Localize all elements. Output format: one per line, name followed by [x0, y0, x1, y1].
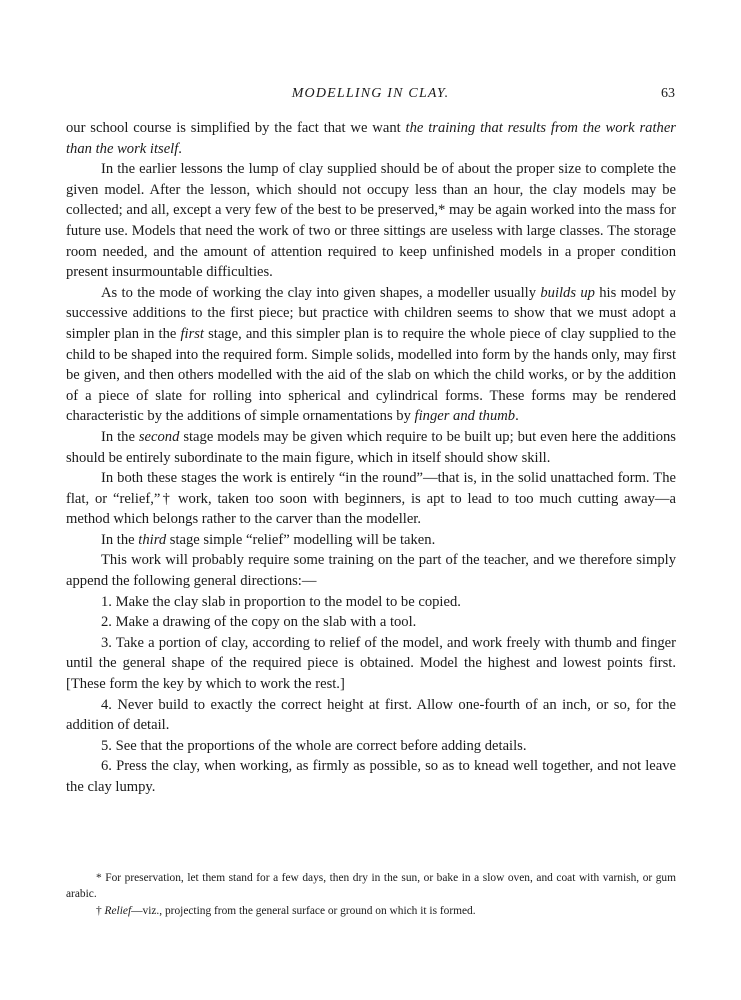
- paragraph-4-text-a: In the: [101, 428, 139, 445]
- footnote-relief-dagger: †: [96, 904, 105, 917]
- direction-item-3: 3. Take a portion of clay, according to relief of the model, and work freely with thumb and finger until the general shape of the required piece is obtained. Model the highest and lowest points first. [These form the key by which to work the rest.]: [66, 634, 676, 693]
- footnote-relief: [66, 903, 676, 919]
- paragraph-3-text-g: .: [515, 408, 519, 425]
- paragraph-3-emphasis-first: first: [180, 325, 204, 342]
- paragraph-4-text-c: stage models may be given which require to be built up; but even here the additions should be entirely subordinate to the main figure, which in itself should show skill.: [66, 428, 676, 466]
- paragraph-6-emphasis-third: third: [138, 531, 167, 548]
- direction-item-6: 6. Press the clay, when working, as firmly as possible, so as to knead well together, and not leave the clay lumpy.: [66, 758, 676, 795]
- paragraph-3-text-a: As to the mode of working the clay into given shapes, a modeller usually: [101, 284, 541, 301]
- direction-item-4: 4. Never build to exactly the correct height at first. Allow one-fourth of an inch, or so, for the addition of detail.: [66, 696, 676, 734]
- footnotes: [66, 870, 676, 919]
- paragraph-3-text-c: his model by successive additions to the first piece; but practice with children seems to show that we must adopt a simpler plan in the: [66, 284, 676, 342]
- paragraph-6-text-c: stage simple “relief” modelling will be taken.: [166, 531, 436, 548]
- direction-item-5: 5. See that the proportions of the whole are correct before adding details.: [101, 737, 527, 754]
- body-text: [66, 118, 676, 798]
- paragraph-3: [66, 283, 676, 427]
- paragraph-4-emphasis-second: second: [138, 428, 180, 445]
- paragraph-7: This work will probably require some training on the part of the teacher, and we therefore simply append the following general directions:—: [66, 552, 676, 590]
- paragraph-4: [66, 427, 676, 468]
- footnote-relief-text: —viz., projecting from the general surface or ground on which it is formed.: [131, 904, 476, 917]
- running-title: MODELLING IN CLAY.: [291, 86, 450, 101]
- direction-item-1: 1. Make the clay slab in proportion to the model to be copied.: [101, 593, 461, 610]
- paragraph-6-text-a: In the: [101, 531, 139, 548]
- paragraph-5: In both these stages the work is entirely “in the round”—that is, in the solid unattached form. The flat, or “relief,”† work, taken too soon with beginners, is apt to lead to too much cutting away—a method which belongs rather to the carver than the modeller.: [66, 470, 676, 528]
- page-header: [66, 86, 675, 106]
- paragraph-6: [66, 530, 676, 551]
- direction-item-2: 2. Make a drawing of the copy on the slab with a tool.: [101, 614, 417, 631]
- footnote-preservation: * For preservation, let them stand for a few days, then dry in the sun, or bake in a slow oven, and coat with varnish, or gum arabic.: [66, 872, 676, 901]
- paragraph-1-text-a: our school course is simplified by the fact that we want: [66, 120, 406, 136]
- paragraph-1-text-c: .: [178, 140, 182, 157]
- paragraph-1-emphasis: the training that results from the work rather than the work itself: [66, 120, 676, 157]
- paragraph-3-emphasis-finger-thumb: finger and thumb: [414, 408, 516, 425]
- paragraph-3-text-e: stage, and this simpler plan is to require the whole piece of clay supplied to the child to be shaped into the required form. Simple solids, modelled into form by the hands only, may first be given, and then others modelled with the aid of the slab on which the child works, or by the addition of a piece of slate for rolling into spherical and cylindrical forms. These forms may be rendered characteristic by the additions of simple ornamentations by: [66, 325, 676, 425]
- paragraph-2: In the earlier lessons the lump of clay supplied should be of about the proper size to complete the given model. After the lesson, which should not occupy less than an hour, the clay models may be collected; and all, except a very few of the best to be preserved,* may be again worked into the mass for future use. Models that need the work of two or three sittings are useless with large classes. The storage room needed, and the amount of attention required to keep unfinished models in a proper condition present insurmountable difficulties.: [66, 161, 676, 281]
- paragraph-3-emphasis-builds-up: builds up: [540, 284, 595, 301]
- paragraph-1: [66, 118, 676, 159]
- page-number: 63: [661, 86, 675, 101]
- footnote-relief-term: Relief: [104, 904, 132, 917]
